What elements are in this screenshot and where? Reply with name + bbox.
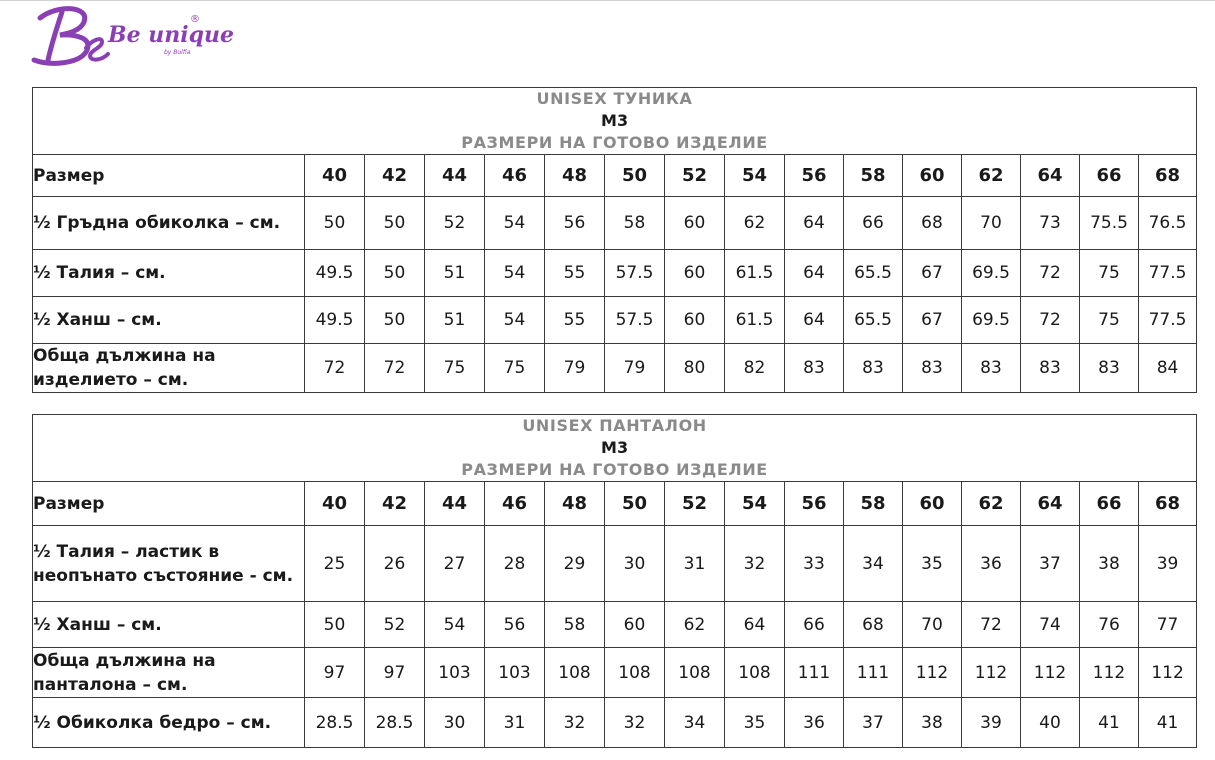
cell-value: 62: [665, 602, 725, 648]
tunic-title: UNISEX ТУНИКА: [536, 89, 693, 108]
cell-value: 83: [1080, 344, 1139, 393]
cell-value: 56: [545, 197, 605, 250]
row-label: ½ Обиколка бедро – см.: [33, 698, 305, 748]
size-header: 62: [962, 155, 1021, 197]
size-header: 40: [305, 482, 365, 526]
cell-value: 37: [844, 698, 903, 748]
cell-value: 50: [365, 250, 425, 297]
cell-value: 70: [962, 197, 1021, 250]
tunic-header-row: [33, 155, 1197, 197]
size-header: 68: [1139, 482, 1197, 526]
cell-value: 77: [1139, 602, 1197, 648]
pants-header-row: [33, 482, 1197, 526]
size-header: 48: [545, 482, 605, 526]
cell-value: 83: [903, 344, 962, 393]
row-label: ½ Талия – ластик в неопънато състояние - см.: [33, 526, 305, 602]
cell-value: 75: [1080, 297, 1139, 344]
size-header: 42: [365, 155, 425, 197]
cell-value: 97: [365, 648, 425, 698]
table-row: [33, 344, 1197, 393]
cell-value: 39: [1139, 526, 1197, 602]
brand-logo-sub: by Bulfia: [164, 49, 191, 56]
cell-value: 80: [665, 344, 725, 393]
cell-value: 60: [665, 250, 725, 297]
cell-value: 112: [962, 648, 1021, 698]
size-header: 50: [605, 155, 665, 197]
size-header: 58: [844, 482, 903, 526]
brand-logo: [28, 2, 234, 72]
cell-value: 62: [725, 197, 785, 250]
brand-logo-wordmark: Be unique: [108, 22, 234, 48]
cell-value: 52: [425, 197, 485, 250]
cell-value: 28.5: [365, 698, 425, 748]
cell-value: 77.5: [1139, 250, 1197, 297]
cell-value: 51: [425, 297, 485, 344]
size-header: 42: [365, 482, 425, 526]
row-label: ½ Ханш – см.: [33, 297, 305, 344]
size-header: 44: [425, 155, 485, 197]
cell-value: 75.5: [1080, 197, 1139, 250]
cell-value: 76: [1080, 602, 1139, 648]
table-row: [33, 648, 1197, 698]
tunic-header-label: Размер: [33, 155, 305, 197]
size-header: 60: [903, 155, 962, 197]
table-row: [33, 526, 1197, 602]
cell-value: 79: [545, 344, 605, 393]
cell-value: 108: [665, 648, 725, 698]
cell-value: 72: [365, 344, 425, 393]
cell-value: 27: [425, 526, 485, 602]
cell-value: 49.5: [305, 250, 365, 297]
cell-value: 72: [962, 602, 1021, 648]
cell-value: 32: [605, 698, 665, 748]
cell-value: 64: [785, 297, 844, 344]
size-header: 44: [425, 482, 485, 526]
cell-value: 72: [1021, 250, 1080, 297]
cell-value: 68: [844, 602, 903, 648]
cell-value: 67: [903, 250, 962, 297]
cell-value: 64: [725, 602, 785, 648]
cell-value: 38: [903, 698, 962, 748]
cell-value: 36: [785, 698, 844, 748]
table-row: [33, 602, 1197, 648]
cell-value: 50: [305, 197, 365, 250]
size-header: 46: [485, 155, 545, 197]
row-label: Обща дължина на панталона – см.: [33, 648, 305, 698]
cell-value: 61.5: [725, 250, 785, 297]
cell-value: 84: [1139, 344, 1197, 393]
cell-value: 34: [844, 526, 903, 602]
size-header: 66: [1080, 482, 1139, 526]
cell-value: 97: [305, 648, 365, 698]
cell-value: 60: [665, 197, 725, 250]
cell-value: 51: [425, 250, 485, 297]
table-row: [33, 698, 1197, 748]
size-header: 54: [725, 155, 785, 197]
cell-value: 56: [485, 602, 545, 648]
cell-value: 41: [1080, 698, 1139, 748]
row-label: ½ Гръдна обиколка – см.: [33, 197, 305, 250]
cell-value: 74: [1021, 602, 1080, 648]
cell-value: 34: [665, 698, 725, 748]
cell-value: 72: [305, 344, 365, 393]
cell-value: 83: [785, 344, 844, 393]
cell-value: 64: [785, 197, 844, 250]
cell-value: 112: [1080, 648, 1139, 698]
size-header: 50: [605, 482, 665, 526]
cell-value: 50: [365, 197, 425, 250]
cell-value: 72: [1021, 297, 1080, 344]
cell-value: 83: [1021, 344, 1080, 393]
cell-value: 54: [485, 297, 545, 344]
table-row: [33, 197, 1197, 250]
registered-mark: ®: [190, 14, 200, 25]
cell-value: 50: [305, 602, 365, 648]
pants-model: M3: [601, 438, 629, 457]
size-header: 54: [725, 482, 785, 526]
size-header: 46: [485, 482, 545, 526]
pants-subtitle: РАЗМЕРИ НА ГОТОВО ИЗДЕЛИЕ: [461, 460, 768, 479]
pants-header-label: Размер: [33, 482, 305, 526]
size-header: 56: [785, 155, 844, 197]
tunic-subtitle: РАЗМЕРИ НА ГОТОВО ИЗДЕЛИЕ: [461, 133, 768, 152]
cell-value: 65.5: [844, 297, 903, 344]
cell-value: 77.5: [1139, 297, 1197, 344]
cell-value: 68: [903, 197, 962, 250]
cell-value: 61.5: [725, 297, 785, 344]
cell-value: 65.5: [844, 250, 903, 297]
cell-value: 69.5: [962, 297, 1021, 344]
cell-value: 75: [425, 344, 485, 393]
row-label: ½ Талия – см.: [33, 250, 305, 297]
cell-value: 30: [425, 698, 485, 748]
cell-value: 64: [785, 250, 844, 297]
cell-value: 73: [1021, 197, 1080, 250]
cell-value: 26: [365, 526, 425, 602]
size-header: 62: [962, 482, 1021, 526]
cell-value: 79: [605, 344, 665, 393]
tunic-size-table: [32, 87, 1197, 393]
cell-value: 67: [903, 297, 962, 344]
cell-value: 29: [545, 526, 605, 602]
cell-value: 40: [1021, 698, 1080, 748]
tunic-table-title: [33, 88, 1197, 155]
cell-value: 54: [425, 602, 485, 648]
cell-value: 108: [605, 648, 665, 698]
table-row: [33, 297, 1197, 344]
cell-value: 69.5: [962, 250, 1021, 297]
cell-value: 76.5: [1139, 197, 1197, 250]
cell-value: 83: [962, 344, 1021, 393]
cell-value: 39: [962, 698, 1021, 748]
cell-value: 41: [1139, 698, 1197, 748]
cell-value: 70: [903, 602, 962, 648]
cell-value: 103: [485, 648, 545, 698]
cell-value: 75: [1080, 250, 1139, 297]
cell-value: 32: [545, 698, 605, 748]
row-label: ½ Ханш – см.: [33, 602, 305, 648]
cell-value: 32: [725, 526, 785, 602]
cell-value: 52: [365, 602, 425, 648]
pants-title: UNISEX ПАНТАЛОН: [522, 416, 707, 435]
cell-value: 57.5: [605, 250, 665, 297]
cell-value: 108: [725, 648, 785, 698]
cell-value: 28.5: [305, 698, 365, 748]
cell-value: 111: [844, 648, 903, 698]
size-header: 40: [305, 155, 365, 197]
row-label: Обща дължина на изделието – см.: [33, 344, 305, 393]
cell-value: 58: [605, 197, 665, 250]
cell-value: 111: [785, 648, 844, 698]
cell-value: 112: [903, 648, 962, 698]
size-header: 64: [1021, 155, 1080, 197]
cell-value: 112: [1139, 648, 1197, 698]
pants-size-table: [32, 414, 1197, 748]
cell-value: 25: [305, 526, 365, 602]
cell-value: 31: [485, 698, 545, 748]
cell-value: 75: [485, 344, 545, 393]
cell-value: 35: [725, 698, 785, 748]
table-row: [33, 250, 1197, 297]
cell-value: 33: [785, 526, 844, 602]
cell-value: 112: [1021, 648, 1080, 698]
cell-value: 82: [725, 344, 785, 393]
pants-table-title: [33, 415, 1197, 482]
cell-value: 35: [903, 526, 962, 602]
size-header: 64: [1021, 482, 1080, 526]
cell-value: 54: [485, 250, 545, 297]
cell-value: 28: [485, 526, 545, 602]
cell-value: 66: [844, 197, 903, 250]
tunic-model: M3: [601, 111, 629, 130]
cell-value: 103: [425, 648, 485, 698]
cell-value: 37: [1021, 526, 1080, 602]
cell-value: 83: [844, 344, 903, 393]
size-header: 52: [665, 482, 725, 526]
cell-value: 57.5: [605, 297, 665, 344]
cell-value: 66: [785, 602, 844, 648]
size-header: 52: [665, 155, 725, 197]
cell-value: 54: [485, 197, 545, 250]
size-header: 60: [903, 482, 962, 526]
cell-value: 60: [665, 297, 725, 344]
size-header: 58: [844, 155, 903, 197]
size-header: 56: [785, 482, 844, 526]
cell-value: 55: [545, 250, 605, 297]
cell-value: 58: [545, 602, 605, 648]
cell-value: 108: [545, 648, 605, 698]
size-header: 66: [1080, 155, 1139, 197]
cell-value: 55: [545, 297, 605, 344]
cell-value: 31: [665, 526, 725, 602]
cell-value: 30: [605, 526, 665, 602]
cell-value: 36: [962, 526, 1021, 602]
cell-value: 50: [365, 297, 425, 344]
cell-value: 60: [605, 602, 665, 648]
top-divider: [0, 0, 1215, 1]
cell-value: 38: [1080, 526, 1139, 602]
size-header: 48: [545, 155, 605, 197]
cell-value: 49.5: [305, 297, 365, 344]
size-header: 68: [1139, 155, 1197, 197]
